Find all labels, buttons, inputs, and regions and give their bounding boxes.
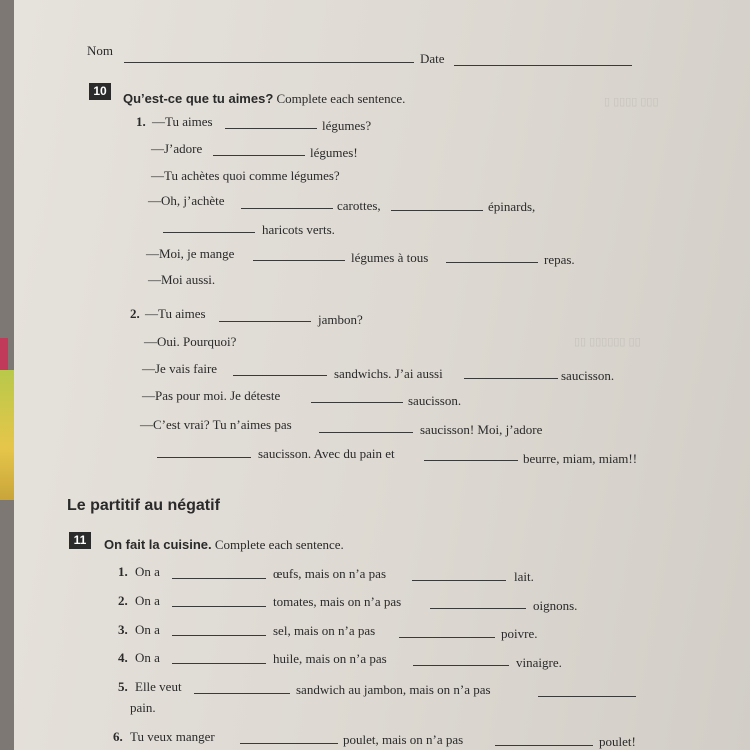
sentence-text: On a: [135, 650, 160, 665]
sentence-text: sandwichs. J’ai aussi: [334, 366, 443, 381]
sentence-text: épinards,: [488, 199, 536, 214]
answer-blank[interactable]: [424, 460, 518, 461]
answer-blank[interactable]: [412, 580, 506, 581]
answer-blank[interactable]: [172, 663, 266, 664]
item-number: 5.: [118, 679, 128, 694]
sentence-text: repas.: [544, 252, 575, 267]
item-number: 4.: [118, 650, 128, 665]
answer-blank[interactable]: [253, 260, 345, 261]
answer-blank[interactable]: [241, 208, 333, 209]
bleed-through-text: ▯ ▯▯▯▯ ▯▯▯: [604, 96, 659, 108]
answer-blank[interactable]: [194, 693, 290, 694]
item-number: 3.: [118, 622, 128, 637]
sentence-text: légumes?: [322, 118, 372, 133]
sentence-text: —Oui. Pourquoi?: [144, 334, 237, 349]
sentence-text: poulet, mais on n’a pas: [343, 732, 464, 747]
sentence-text: légumes!: [310, 145, 358, 160]
sentence-text: haricots verts.: [262, 222, 335, 237]
sentence-text: vinaigre.: [516, 655, 562, 670]
sentence-text: sandwich au jambon, mais on n’a pas: [296, 682, 491, 697]
answer-blank[interactable]: [240, 743, 338, 744]
answer-blank[interactable]: [311, 402, 403, 403]
section-title: Le partitif au négatif: [67, 497, 220, 514]
sentence-text: lait.: [514, 569, 534, 584]
sentence-text: saucisson. Avec du pain et: [258, 446, 395, 461]
sentence-text: oignons.: [533, 598, 578, 613]
sentence-text: légumes à tous: [351, 250, 429, 265]
bleed-through-text: ▯▯ ▯▯▯▯▯▯ ▯▯: [574, 336, 641, 348]
sentence-text: tomates, mais on n’a pas: [273, 594, 402, 609]
exercise-10-heading: [123, 91, 405, 107]
answer-blank[interactable]: [319, 432, 413, 433]
answer-blank[interactable]: [430, 608, 526, 609]
answer-blank[interactable]: [172, 578, 266, 579]
sentence-text: saucisson.: [408, 393, 462, 408]
worksheet-page: [14, 0, 750, 750]
sentence-text: carottes,: [337, 198, 381, 213]
answer-blank[interactable]: [157, 457, 251, 458]
sentence-text: huile, mais on n’a pas: [273, 651, 387, 666]
item-number: 1.: [136, 114, 146, 129]
sentence-text: —Tu achètes quoi comme légumes?: [151, 168, 340, 183]
sentence-text: On a: [135, 593, 160, 608]
item-number: 2.: [130, 306, 140, 321]
date-label: Date: [420, 51, 445, 66]
answer-blank[interactable]: [172, 635, 266, 636]
answer-blank[interactable]: [538, 696, 636, 697]
answer-blank[interactable]: [413, 665, 509, 666]
item-number: 6.: [113, 729, 123, 744]
sentence-text: beurre, miam, miam!!: [523, 451, 638, 466]
answer-blank[interactable]: [233, 375, 327, 376]
answer-blank[interactable]: [163, 232, 255, 233]
exercise-number-badge: 11: [69, 532, 91, 549]
sentence-text: Tu veux manger: [130, 729, 215, 744]
answer-blank[interactable]: [464, 378, 558, 379]
answer-blank[interactable]: [399, 637, 495, 638]
sentence-text: saucisson.: [561, 368, 615, 383]
sentence-text: Elle veut: [135, 679, 182, 694]
sentence-text: —Moi aussi.: [148, 272, 216, 287]
exercise-number-badge: 10: [89, 83, 111, 100]
exercise-11-heading: [104, 537, 344, 553]
sentence-text: poulet!: [599, 734, 636, 749]
sentence-text: —C’est vrai? Tu n’aimes pas: [140, 417, 292, 432]
sentence-text: —Moi, je mange: [146, 246, 235, 261]
sentence-text: —Oh, j’achète: [148, 193, 225, 208]
sentence-text: saucisson! Moi, j’adore: [420, 422, 543, 437]
binder-tab: [0, 370, 14, 500]
answer-blank[interactable]: [213, 155, 305, 156]
sentence-text: œufs, mais on n’a pas: [273, 566, 387, 581]
sentence-text: poivre.: [501, 626, 538, 641]
exercise-instruction: Complete each sentence.: [214, 537, 344, 552]
sentence-text: On a: [135, 622, 160, 637]
sentence-text: jambon?: [318, 312, 363, 327]
sentence-text: —Pas pour moi. Je déteste: [142, 388, 281, 403]
item-number: 2.: [118, 593, 128, 608]
answer-blank[interactable]: [219, 321, 311, 322]
sentence-text: —Je vais faire: [142, 361, 218, 376]
sentence-text: sel, mais on n’a pas: [273, 623, 376, 638]
answer-blank[interactable]: [225, 128, 317, 129]
exercise-title: On fait la cuisine.: [104, 537, 212, 552]
item-number: 1.: [118, 564, 128, 579]
exercise-instruction: Complete each sentence.: [276, 91, 406, 106]
answer-blank[interactable]: [446, 262, 538, 263]
exercise-title: Qu’est-ce que tu aimes?: [123, 91, 274, 106]
sentence-text: pain.: [130, 700, 156, 715]
sentence-text: On a: [135, 564, 160, 579]
nom-label: Nom: [87, 43, 113, 58]
sentence-text: —Tu aimes: [145, 306, 206, 321]
date-blank[interactable]: [454, 65, 632, 66]
sentence-text: —Tu aimes: [152, 114, 213, 129]
answer-blank[interactable]: [172, 606, 266, 607]
answer-blank[interactable]: [391, 210, 483, 211]
sentence-text: —J’adore: [151, 141, 203, 156]
nom-blank[interactable]: [124, 62, 414, 63]
binder-tab-red: [0, 338, 8, 372]
answer-blank[interactable]: [495, 745, 593, 746]
